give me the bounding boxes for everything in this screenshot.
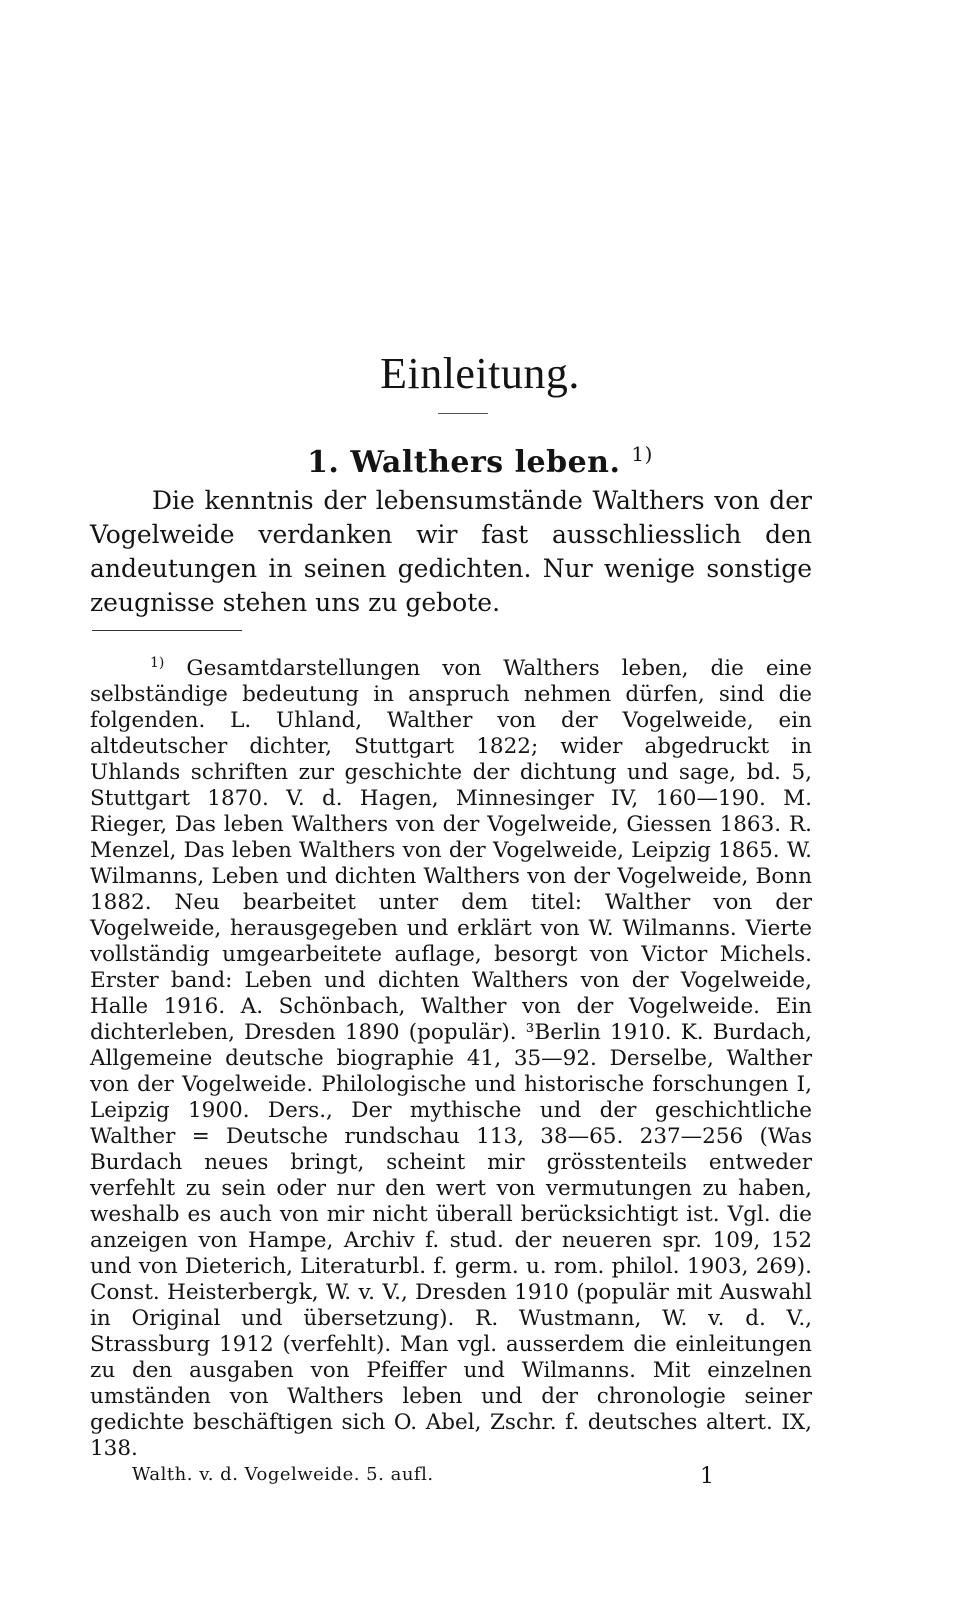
body-paragraph: Die kenntnis der lebensumstände Walthers von der Vogelweide verdanken wir fast ausschliesslich den andeutungen in seinen gedichten. Nur wenige sonstige zeugnisse stehen uns zu gebote. <box>90 486 812 617</box>
footnote <box>90 650 812 1462</box>
footnote-divider <box>92 630 242 631</box>
footnote-mark: 1) <box>150 655 165 671</box>
footnote-text: Gesamtdarstellungen von Walthers leben, die eine selbständige bedeutung in anspruch nehmen dürfen, sind die folgenden. L. Uhland, Walther von der Vogelweide, ein altdeutscher dichter, Stuttgart 1822; wider abgedruckt in Uhlands schriften zur geschichte der dichtung und sage, bd. 5, Stuttgart 1870. V. d. Hagen, Minnesinger IV, 160—190. M. Rieger, Das leben Walthers von der Vogelweide, Giessen 1863. R. Menzel, Das leben Walthers von der Vogelweide, Leipzig 1865. W. Wilmanns, Leben und dichten Walthers von der Vogelweide, Bonn 1882. Neu bearbeitet unter dem titel: Walther von der Vogelweide, herausgegeben und erklärt von W. Wilmanns. Vierte vollständig umgearbeitete auflage, besorgt von Victor Michels. Erster band: Leben und dichten Walthers von der Vogelweide, Halle 1916. A. Schönbach, Walther von der Vogelweide. Ein dichterleben, Dresden 1890 (populär). ³Berlin 1910. K. Burdach, Allgemeine deutsche biographie 41, 35—92. Derselbe, Walther von der Vogelweide. Philologische und historische forschungen I, Leipzig 1900. Ders., Der mythische und der geschichtliche Walther = Deutsche rundschau 113, 38—65. 237—256 (Was Burdach neues bringt, scheint mir grösstenteils entweder verfehlt zu sein oder nur den wert von vermutungen zu haben, weshalb es auch von mir nicht überall berücksichtigt ist. Vgl. die anzeigen von Hampe, Archiv f. stud. der neueren spr. 109, 152 und von Dieterich, Literaturbl. f. germ. u. rom. philol. 1903, 269). Const. Heisterbergk, W. v. V., Dresden 1910 (populär mit Auswahl in Original und übersetzung). R. Wustmann, W. v. d. V., Strassburg 1912 (verfehlt). Man vgl. ausserdem die einleitungen zu den ausgaben von Pfeiffer und Wilmanns. Mit einzelnen umständen von Walthers leben und der chronologie seiner gedichte beschäftigen sich O. Abel, Zschr. f. deutsches altert. IX, 138. <box>90 656 812 1462</box>
chapter-title: Einleitung. <box>380 349 580 398</box>
section-heading-text: 1. Walthers leben. <box>307 445 621 480</box>
sheet-number: 1 <box>700 1464 714 1489</box>
title-divider <box>438 413 488 414</box>
footer-signature: Walth. v. d. Vogelweide. 5. aufl. <box>132 1464 434 1485</box>
section-heading <box>0 442 960 480</box>
section-footnote-mark: 1) <box>631 442 653 466</box>
